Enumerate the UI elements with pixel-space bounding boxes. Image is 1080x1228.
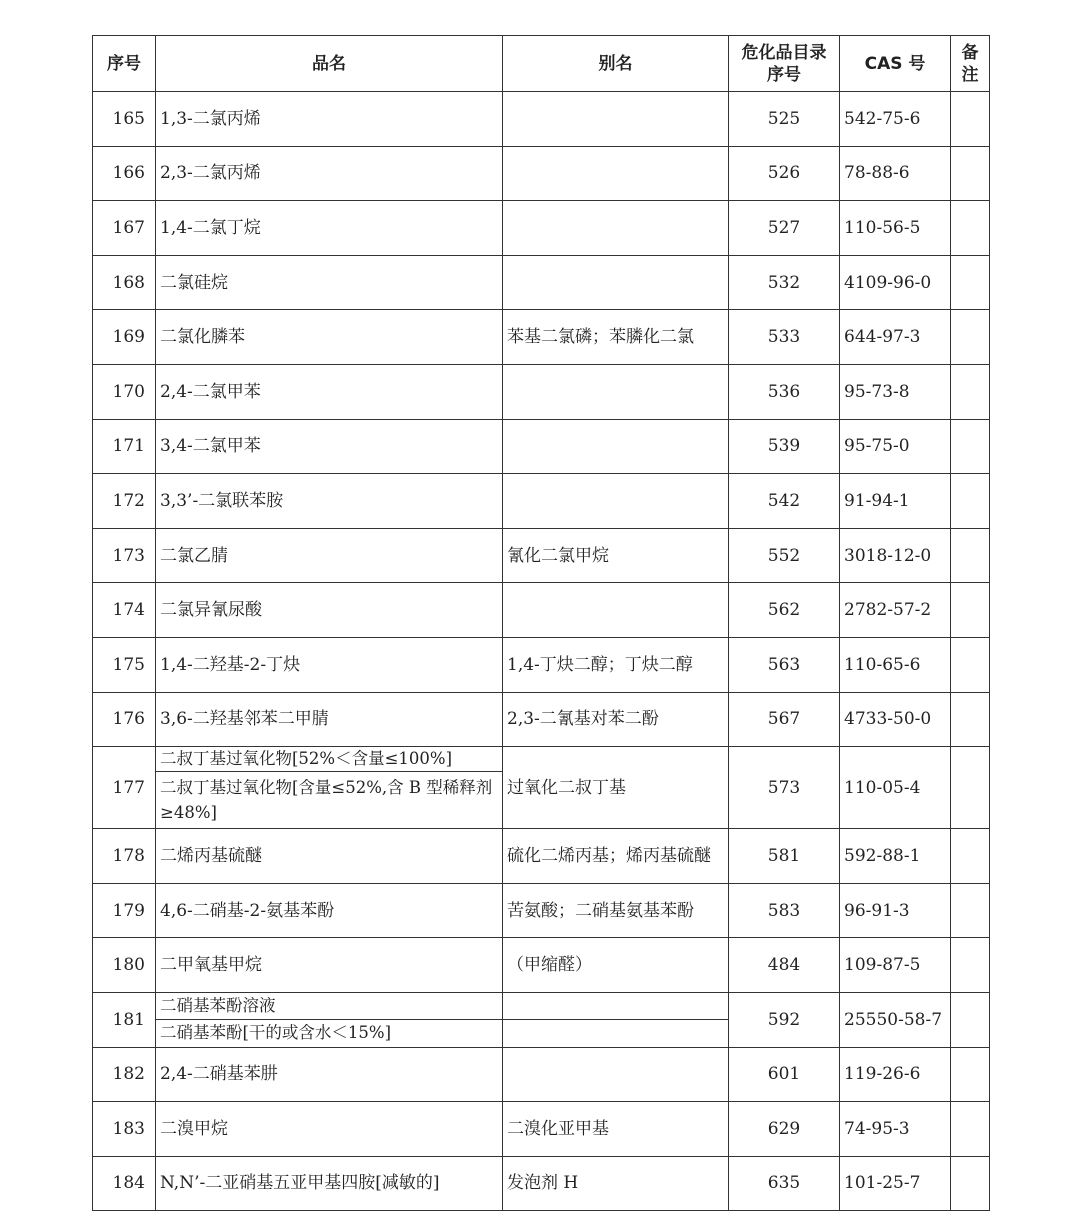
cell-alias bbox=[503, 1047, 729, 1102]
header-no: 序号 bbox=[93, 36, 156, 92]
cell-alias-sub bbox=[503, 1020, 729, 1047]
cell-alias: 氰化二氯甲烷 bbox=[503, 528, 729, 583]
header-name: 品名 bbox=[156, 36, 503, 92]
table-row bbox=[93, 829, 990, 884]
cell-no: 180 bbox=[93, 938, 156, 993]
cell-catalog: 562 bbox=[729, 583, 840, 638]
table-row bbox=[93, 419, 990, 474]
table-row bbox=[93, 1102, 990, 1157]
cell-catalog: 527 bbox=[729, 201, 840, 256]
cell-name: 二氯化膦苯 bbox=[156, 310, 503, 365]
cell-cas: 96-91-3 bbox=[840, 883, 951, 938]
table-row bbox=[93, 92, 990, 147]
cell-cas: 3018-12-0 bbox=[840, 528, 951, 583]
cell-remark bbox=[951, 201, 990, 256]
cell-cas: 25550-58-7 bbox=[840, 992, 951, 1047]
cell-cas: 4109-96-0 bbox=[840, 255, 951, 310]
cell-remark bbox=[951, 829, 990, 884]
cell-catalog: 536 bbox=[729, 364, 840, 419]
cell-remark bbox=[951, 92, 990, 147]
cell-no: 175 bbox=[93, 637, 156, 692]
table-row bbox=[93, 938, 990, 993]
cell-alias: 苯基二氯磷；苯膦化二氯 bbox=[503, 310, 729, 365]
cell-cas: 592-88-1 bbox=[840, 829, 951, 884]
table-row bbox=[93, 201, 990, 256]
cell-alias bbox=[503, 255, 729, 310]
cell-remark bbox=[951, 637, 990, 692]
cell-remark bbox=[951, 883, 990, 938]
cell-no: 178 bbox=[93, 829, 156, 884]
cell-remark bbox=[951, 474, 990, 529]
cell-name: 二甲氧基甲烷 bbox=[156, 938, 503, 993]
cell-catalog: 526 bbox=[729, 146, 840, 201]
header-alias: 别名 bbox=[503, 36, 729, 92]
cell-name-sub: 二硝基苯酚[干的或含水＜15%] bbox=[156, 1020, 503, 1047]
cell-name: 3,3’-二氯联苯胺 bbox=[156, 474, 503, 529]
cell-no: 173 bbox=[93, 528, 156, 583]
cell-no: 170 bbox=[93, 364, 156, 419]
cell-no: 177 bbox=[93, 747, 156, 829]
cell-remark bbox=[951, 528, 990, 583]
cell-no: 181 bbox=[93, 992, 156, 1047]
cell-no: 184 bbox=[93, 1156, 156, 1211]
cell-name: 二烯丙基硫醚 bbox=[156, 829, 503, 884]
cell-catalog: 629 bbox=[729, 1102, 840, 1157]
cell-catalog: 539 bbox=[729, 419, 840, 474]
cell-catalog: 542 bbox=[729, 474, 840, 529]
cell-catalog: 533 bbox=[729, 310, 840, 365]
cell-catalog: 525 bbox=[729, 92, 840, 147]
cell-catalog: 563 bbox=[729, 637, 840, 692]
table-row bbox=[93, 364, 990, 419]
cell-cas: 119-26-6 bbox=[840, 1047, 951, 1102]
cell-cas: 101-25-7 bbox=[840, 1156, 951, 1211]
cell-no: 176 bbox=[93, 692, 156, 747]
cell-name: 4,6-二硝基-2-氨基苯酚 bbox=[156, 883, 503, 938]
table-row bbox=[93, 1156, 990, 1211]
cell-name-sub: 二叔丁基过氧化物[52%＜含量≤100%] bbox=[156, 747, 503, 772]
cell-cas: 4733-50-0 bbox=[840, 692, 951, 747]
cell-alias: 1,4-丁炔二醇；丁炔二醇 bbox=[503, 637, 729, 692]
cell-remark bbox=[951, 1047, 990, 1102]
cell-cas: 110-65-6 bbox=[840, 637, 951, 692]
cell-cas: 2782-57-2 bbox=[840, 583, 951, 638]
table-row bbox=[93, 1047, 990, 1102]
cell-alias: 2,3-二氰基对苯二酚 bbox=[503, 692, 729, 747]
cell-catalog: 567 bbox=[729, 692, 840, 747]
cell-remark bbox=[951, 364, 990, 419]
chemical-catalog-table bbox=[92, 35, 990, 1211]
table-row bbox=[93, 583, 990, 638]
cell-remark bbox=[951, 310, 990, 365]
header-cas: CAS 号 bbox=[840, 36, 951, 92]
cell-remark bbox=[951, 992, 990, 1047]
cell-alias bbox=[503, 474, 729, 529]
cell-no: 167 bbox=[93, 201, 156, 256]
cell-cas: 110-05-4 bbox=[840, 747, 951, 829]
cell-name: 二溴甲烷 bbox=[156, 1102, 503, 1157]
cell-cas: 74-95-3 bbox=[840, 1102, 951, 1157]
cell-remark bbox=[951, 1102, 990, 1157]
header-row bbox=[93, 36, 990, 92]
cell-name: 1,3-二氯丙烯 bbox=[156, 92, 503, 147]
table-row bbox=[93, 474, 990, 529]
cell-remark bbox=[951, 146, 990, 201]
cell-remark bbox=[951, 747, 990, 829]
cell-cas: 78-88-6 bbox=[840, 146, 951, 201]
cell-catalog: 532 bbox=[729, 255, 840, 310]
cell-name: 2,4-二硝基苯肼 bbox=[156, 1047, 503, 1102]
cell-name-sub: 二叔丁基过氧化物[含量≤52%,含 B 型稀释剂≥48%] bbox=[156, 772, 503, 829]
cell-cas: 542-75-6 bbox=[840, 92, 951, 147]
cell-catalog: 581 bbox=[729, 829, 840, 884]
cell-alias bbox=[503, 92, 729, 147]
cell-cas: 109-87-5 bbox=[840, 938, 951, 993]
cell-cas: 644-97-3 bbox=[840, 310, 951, 365]
cell-alias: 二溴化亚甲基 bbox=[503, 1102, 729, 1157]
cell-cas: 95-73-8 bbox=[840, 364, 951, 419]
cell-no: 174 bbox=[93, 583, 156, 638]
cell-remark bbox=[951, 692, 990, 747]
header-catalog-no bbox=[729, 36, 840, 92]
table-row bbox=[93, 637, 990, 692]
table-row bbox=[93, 747, 990, 772]
cell-alias: 过氧化二叔丁基 bbox=[503, 747, 729, 829]
cell-catalog: 583 bbox=[729, 883, 840, 938]
cell-remark bbox=[951, 419, 990, 474]
cell-cas: 95-75-0 bbox=[840, 419, 951, 474]
cell-name: 1,4-二羟基-2-丁炔 bbox=[156, 637, 503, 692]
cell-no: 166 bbox=[93, 146, 156, 201]
cell-cas: 110-56-5 bbox=[840, 201, 951, 256]
cell-alias bbox=[503, 583, 729, 638]
cell-alias: 苦氨酸；二硝基氨基苯酚 bbox=[503, 883, 729, 938]
table-row bbox=[93, 692, 990, 747]
cell-name: 3,4-二氯甲苯 bbox=[156, 419, 503, 474]
cell-no: 171 bbox=[93, 419, 156, 474]
cell-alias: （甲缩醛） bbox=[503, 938, 729, 993]
cell-name: 1,4-二氯丁烷 bbox=[156, 201, 503, 256]
table-row bbox=[93, 255, 990, 310]
header-catalog-line1: 危化品目录 bbox=[741, 42, 827, 63]
cell-remark bbox=[951, 255, 990, 310]
header-remark-line1: 备 bbox=[961, 42, 979, 63]
cell-catalog: 592 bbox=[729, 992, 840, 1047]
cell-alias bbox=[503, 146, 729, 201]
table-row bbox=[93, 146, 990, 201]
cell-no: 172 bbox=[93, 474, 156, 529]
cell-name-sub: 二硝基苯酚溶液 bbox=[156, 992, 503, 1019]
cell-alias: 硫化二烯丙基；烯丙基硫醚 bbox=[503, 829, 729, 884]
cell-cas: 91-94-1 bbox=[840, 474, 951, 529]
cell-catalog: 552 bbox=[729, 528, 840, 583]
cell-no: 183 bbox=[93, 1102, 156, 1157]
cell-no: 179 bbox=[93, 883, 156, 938]
cell-name: N,N’-二亚硝基五亚甲基四胺[减敏的] bbox=[156, 1156, 503, 1211]
cell-alias: 发泡剂 H bbox=[503, 1156, 729, 1211]
cell-catalog: 601 bbox=[729, 1047, 840, 1102]
header-remark bbox=[951, 36, 990, 92]
cell-no: 165 bbox=[93, 92, 156, 147]
header-catalog-line2: 序号 bbox=[767, 64, 801, 85]
cell-name: 二氯硅烷 bbox=[156, 255, 503, 310]
cell-no: 169 bbox=[93, 310, 156, 365]
table-row bbox=[93, 528, 990, 583]
cell-catalog: 635 bbox=[729, 1156, 840, 1211]
cell-alias-sub bbox=[503, 992, 729, 1019]
cell-alias bbox=[503, 364, 729, 419]
cell-name: 2,4-二氯甲苯 bbox=[156, 364, 503, 419]
cell-alias bbox=[503, 201, 729, 256]
header-remark-line2: 注 bbox=[961, 64, 979, 85]
cell-name: 3,6-二羟基邻苯二甲腈 bbox=[156, 692, 503, 747]
cell-name: 二氯异氰尿酸 bbox=[156, 583, 503, 638]
table-row bbox=[93, 883, 990, 938]
cell-catalog: 573 bbox=[729, 747, 840, 829]
cell-alias bbox=[503, 419, 729, 474]
cell-catalog: 484 bbox=[729, 938, 840, 993]
cell-no: 182 bbox=[93, 1047, 156, 1102]
cell-remark bbox=[951, 583, 990, 638]
table-row bbox=[93, 310, 990, 365]
cell-no: 168 bbox=[93, 255, 156, 310]
cell-remark bbox=[951, 1156, 990, 1211]
cell-remark bbox=[951, 938, 990, 993]
cell-name: 2,3-二氯丙烯 bbox=[156, 146, 503, 201]
cell-name: 二氯乙腈 bbox=[156, 528, 503, 583]
table-row bbox=[93, 992, 990, 1019]
